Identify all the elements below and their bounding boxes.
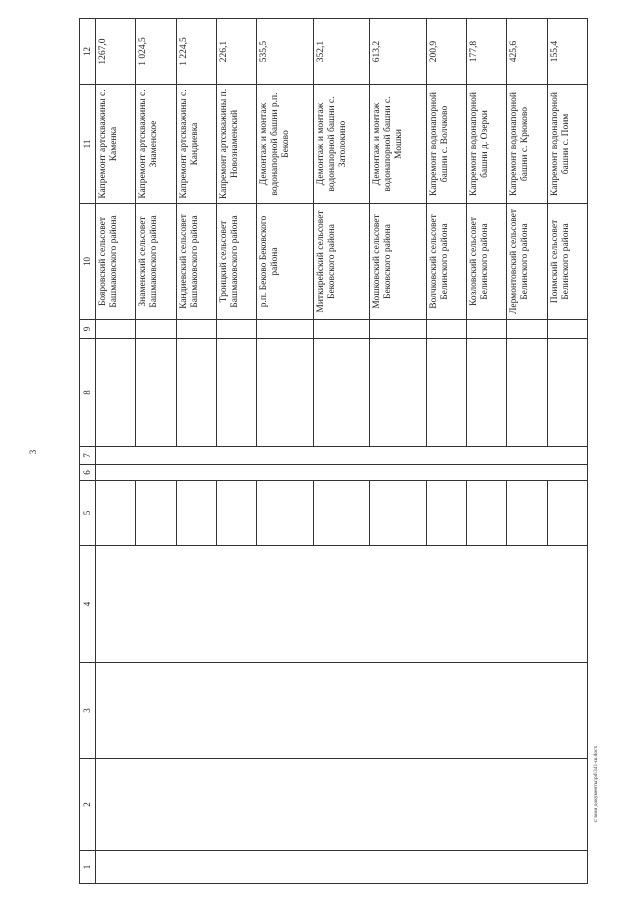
cell-col9 (507, 320, 547, 339)
cell-col9 (426, 320, 466, 339)
work-description-cell: Капремонт артскважины с. Знаменское (136, 85, 176, 204)
cell-col5 (313, 481, 370, 546)
cell-col5 (136, 481, 176, 546)
cell-col9 (313, 320, 370, 339)
cell-col9 (136, 320, 176, 339)
cell-col8 (136, 339, 176, 447)
cell-col8 (257, 339, 314, 447)
cell-col8 (426, 339, 466, 447)
work-description-cell: Демонтаж и монтаж водонапорной башни с. Мошки (370, 85, 427, 204)
merged-cell-col3 (96, 663, 588, 759)
column-number: 2 (80, 759, 96, 851)
table-row (96, 19, 136, 884)
work-description-cell: Демонтаж и монтаж водонапорной башни с. Затолокино (313, 85, 370, 204)
amount-cell: 226,1 (216, 19, 256, 85)
column-number: 6 (80, 465, 96, 481)
cell-col8 (370, 339, 427, 447)
rotated-table-container (79, 19, 588, 884)
work-description-cell: Капремонт водонапорной башни с. Поим (547, 85, 587, 204)
cell-col9 (467, 320, 507, 339)
amount-cell: 155,4 (547, 19, 587, 85)
column-number: 1 (80, 851, 96, 884)
merged-cell-col2 (96, 759, 588, 851)
merged-cell-col4 (96, 546, 588, 663)
cell-col5 (96, 481, 136, 546)
work-description-cell: Капремонт артскважины п. Новознаменский (216, 85, 256, 204)
column-number: 11 (80, 85, 96, 204)
work-description-cell: Капремонт артскважины с. Кандиевка (176, 85, 216, 204)
cell-col8 (547, 339, 587, 447)
footer-file-path: c:\мои документы\рd\341-ш.docx (593, 745, 599, 823)
work-description-cell: Демонтаж и монтаж водонапорной башни р.п. Беково (257, 85, 314, 204)
column-number-row (80, 19, 96, 884)
page-number: 3 (28, 449, 38, 455)
cell-col8 (467, 339, 507, 447)
cell-col8 (176, 339, 216, 447)
column-number: 7 (80, 447, 96, 465)
merged-cell-col7 (96, 447, 588, 465)
work-description-cell: Капремонт водонапорной башни с. Волчково (426, 85, 466, 204)
amount-cell: 535,5 (257, 19, 314, 85)
cell-col9 (216, 320, 256, 339)
amount-cell: 613,2 (370, 19, 427, 85)
municipality-cell: Кандиевский сельсовет Башмаковского района (176, 204, 216, 320)
column-number: 8 (80, 339, 96, 447)
cell-col9 (547, 320, 587, 339)
work-description-cell: Капремонт водонапорной башни д. Озерки (467, 85, 507, 204)
column-number: 12 (80, 19, 96, 85)
cell-col8 (507, 339, 547, 447)
amount-cell: 1 224,5 (176, 19, 216, 85)
cell-col8 (96, 339, 136, 447)
municipality-cell: Козловский сельсовет Белинского района (467, 204, 507, 320)
cell-col5 (176, 481, 216, 546)
work-description-cell: Капремонт водонапорной башни с. Крюково (507, 85, 547, 204)
amount-cell: 425,6 (507, 19, 547, 85)
amount-cell: 200,9 (426, 19, 466, 85)
column-number: 4 (80, 546, 96, 663)
municipality-cell: Бояровский сельсовет Башмаковского района (96, 204, 136, 320)
cell-col5 (370, 481, 427, 546)
amount-cell: 1 024,5 (136, 19, 176, 85)
work-description-cell: Капремонт артскважины с. Каменка (96, 85, 136, 204)
municipality-cell: Поимский сельсовет Белинского района (547, 204, 587, 320)
column-number: 5 (80, 481, 96, 546)
column-number: 3 (80, 663, 96, 759)
municipality-cell: Волчковский сельсовет Белинского района (426, 204, 466, 320)
cell-col9 (96, 320, 136, 339)
cell-col5 (507, 481, 547, 546)
cell-col9 (176, 320, 216, 339)
cell-col5 (547, 481, 587, 546)
data-table (79, 18, 588, 884)
column-number: 10 (80, 204, 96, 320)
cell-col9 (370, 320, 427, 339)
cell-col8 (216, 339, 256, 447)
cell-col5 (257, 481, 314, 546)
cell-col9 (257, 320, 314, 339)
amount-cell: 177,8 (467, 19, 507, 85)
amount-cell: 352,1 (313, 19, 370, 85)
cell-col5 (426, 481, 466, 546)
cell-col5 (216, 481, 256, 546)
cell-col5 (467, 481, 507, 546)
municipality-cell: Знаменский сельсовет Башмаковского района (136, 204, 176, 320)
municipality-cell: Миткирейский сельсовет Бековского района (313, 204, 370, 320)
cell-col8 (313, 339, 370, 447)
amount-cell: 1267,0 (96, 19, 136, 85)
column-number: 9 (80, 320, 96, 339)
merged-cell-col1 (96, 851, 588, 884)
merged-cell-col6 (96, 465, 588, 481)
municipality-cell: р.п. Беково Бековского района (257, 204, 314, 320)
municipality-cell: Мошковский сельсовет Бековского района (370, 204, 427, 320)
municipality-cell: Троицкий сельсовет Башмаковского района (216, 204, 256, 320)
municipality-cell: Лермонтовский сельсовет Белинского района (507, 204, 547, 320)
